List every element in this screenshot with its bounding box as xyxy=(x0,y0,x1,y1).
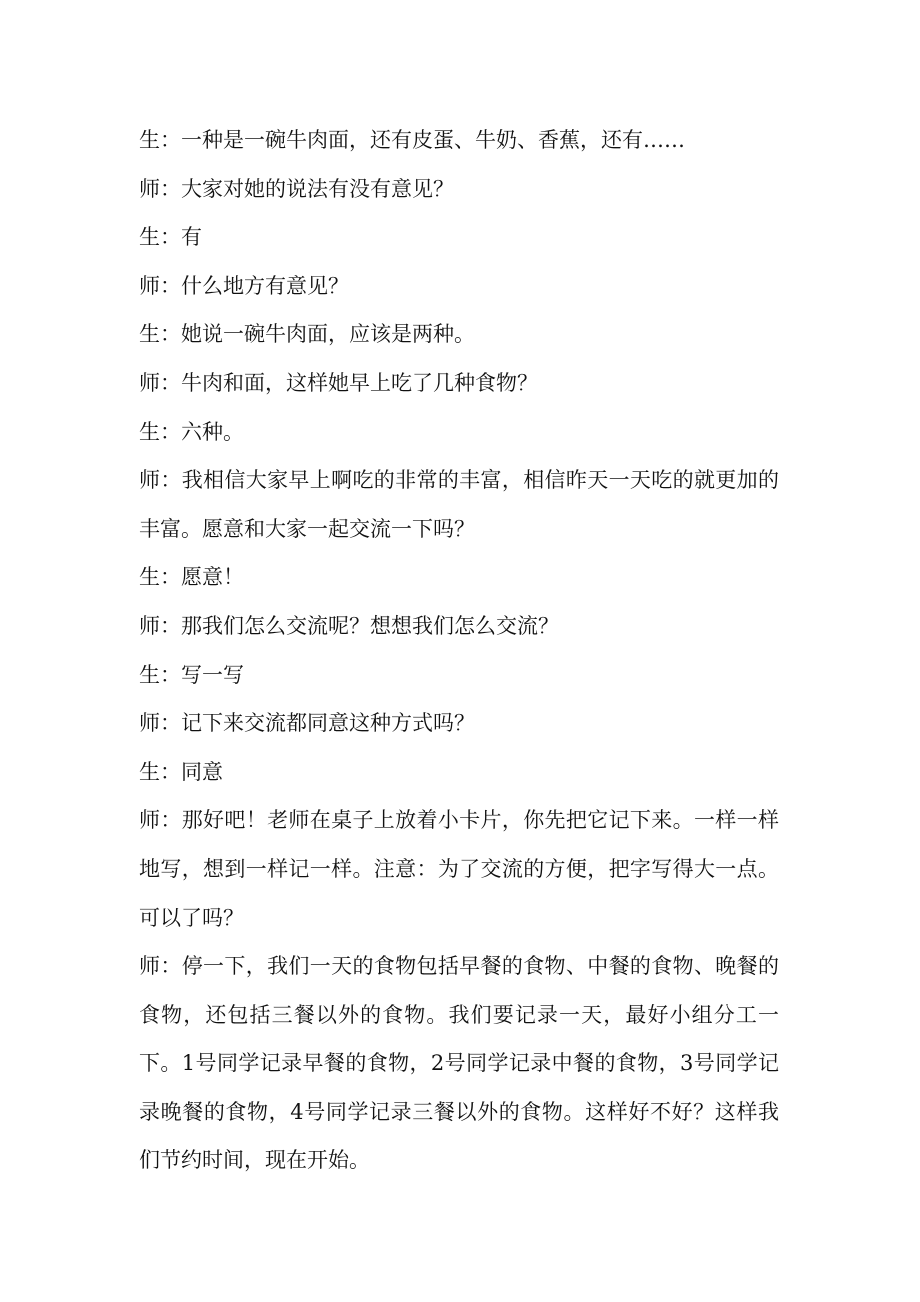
paragraph-student-6: 生：写一写 xyxy=(139,662,244,687)
paragraph-teacher-6: 师：记下来交流都同意这种方式吗？ xyxy=(139,711,475,736)
paragraph-student-3: 生：她说一碗牛肉面，应该是两种。 xyxy=(139,322,475,347)
paragraph-teacher-8: 师：停一下，我们一天的食物包括早餐的食物、中餐的食物、晚餐的食物，还包括三餐以外的食物。我们要记录一天，最好小组分工一下。1号同学记录早餐的食物，2号同学记录中餐的食物，3号同学记录晚餐的食物，4号同学记录三餐以外的食物。这样好不好？这样我们节约时间，现在开始。 xyxy=(139,954,779,1173)
paragraph-teacher-5: 师：那我们怎么交流呢？想想我们怎么交流？ xyxy=(139,613,559,638)
paragraph-student-2: 生：有 xyxy=(139,225,202,250)
document-body xyxy=(139,116,779,1185)
paragraph-teacher-3: 师：牛肉和面，这样她早上吃了几种食物？ xyxy=(139,370,538,395)
paragraph-teacher-4: 师：我相信大家早上啊吃的非常的丰富，相信昨天一天吃的就更加的丰富。愿意和大家一起交流一下吗？ xyxy=(139,468,779,541)
paragraph-student-5: 生：愿意！ xyxy=(139,565,244,590)
paragraph-teacher-1: 师：大家对她的说法有没有意见？ xyxy=(139,176,454,201)
paragraph-student-4: 生：六种。 xyxy=(139,419,244,444)
paragraph-teacher-2: 师：什么地方有意见？ xyxy=(139,273,349,298)
paragraph-student-1: 生：一种是一碗牛肉面，还有皮蛋、牛奶、香蕉，还有…… xyxy=(139,128,685,152)
paragraph-teacher-7: 师：那好吧！老师在桌子上放着小卡片，你先把它记下来。一样一样地写，想到一样记一样。注意：为了交流的方便，把字写得大一点。可以了吗？ xyxy=(139,808,779,930)
paragraph-student-7: 生：同意 xyxy=(139,759,223,784)
